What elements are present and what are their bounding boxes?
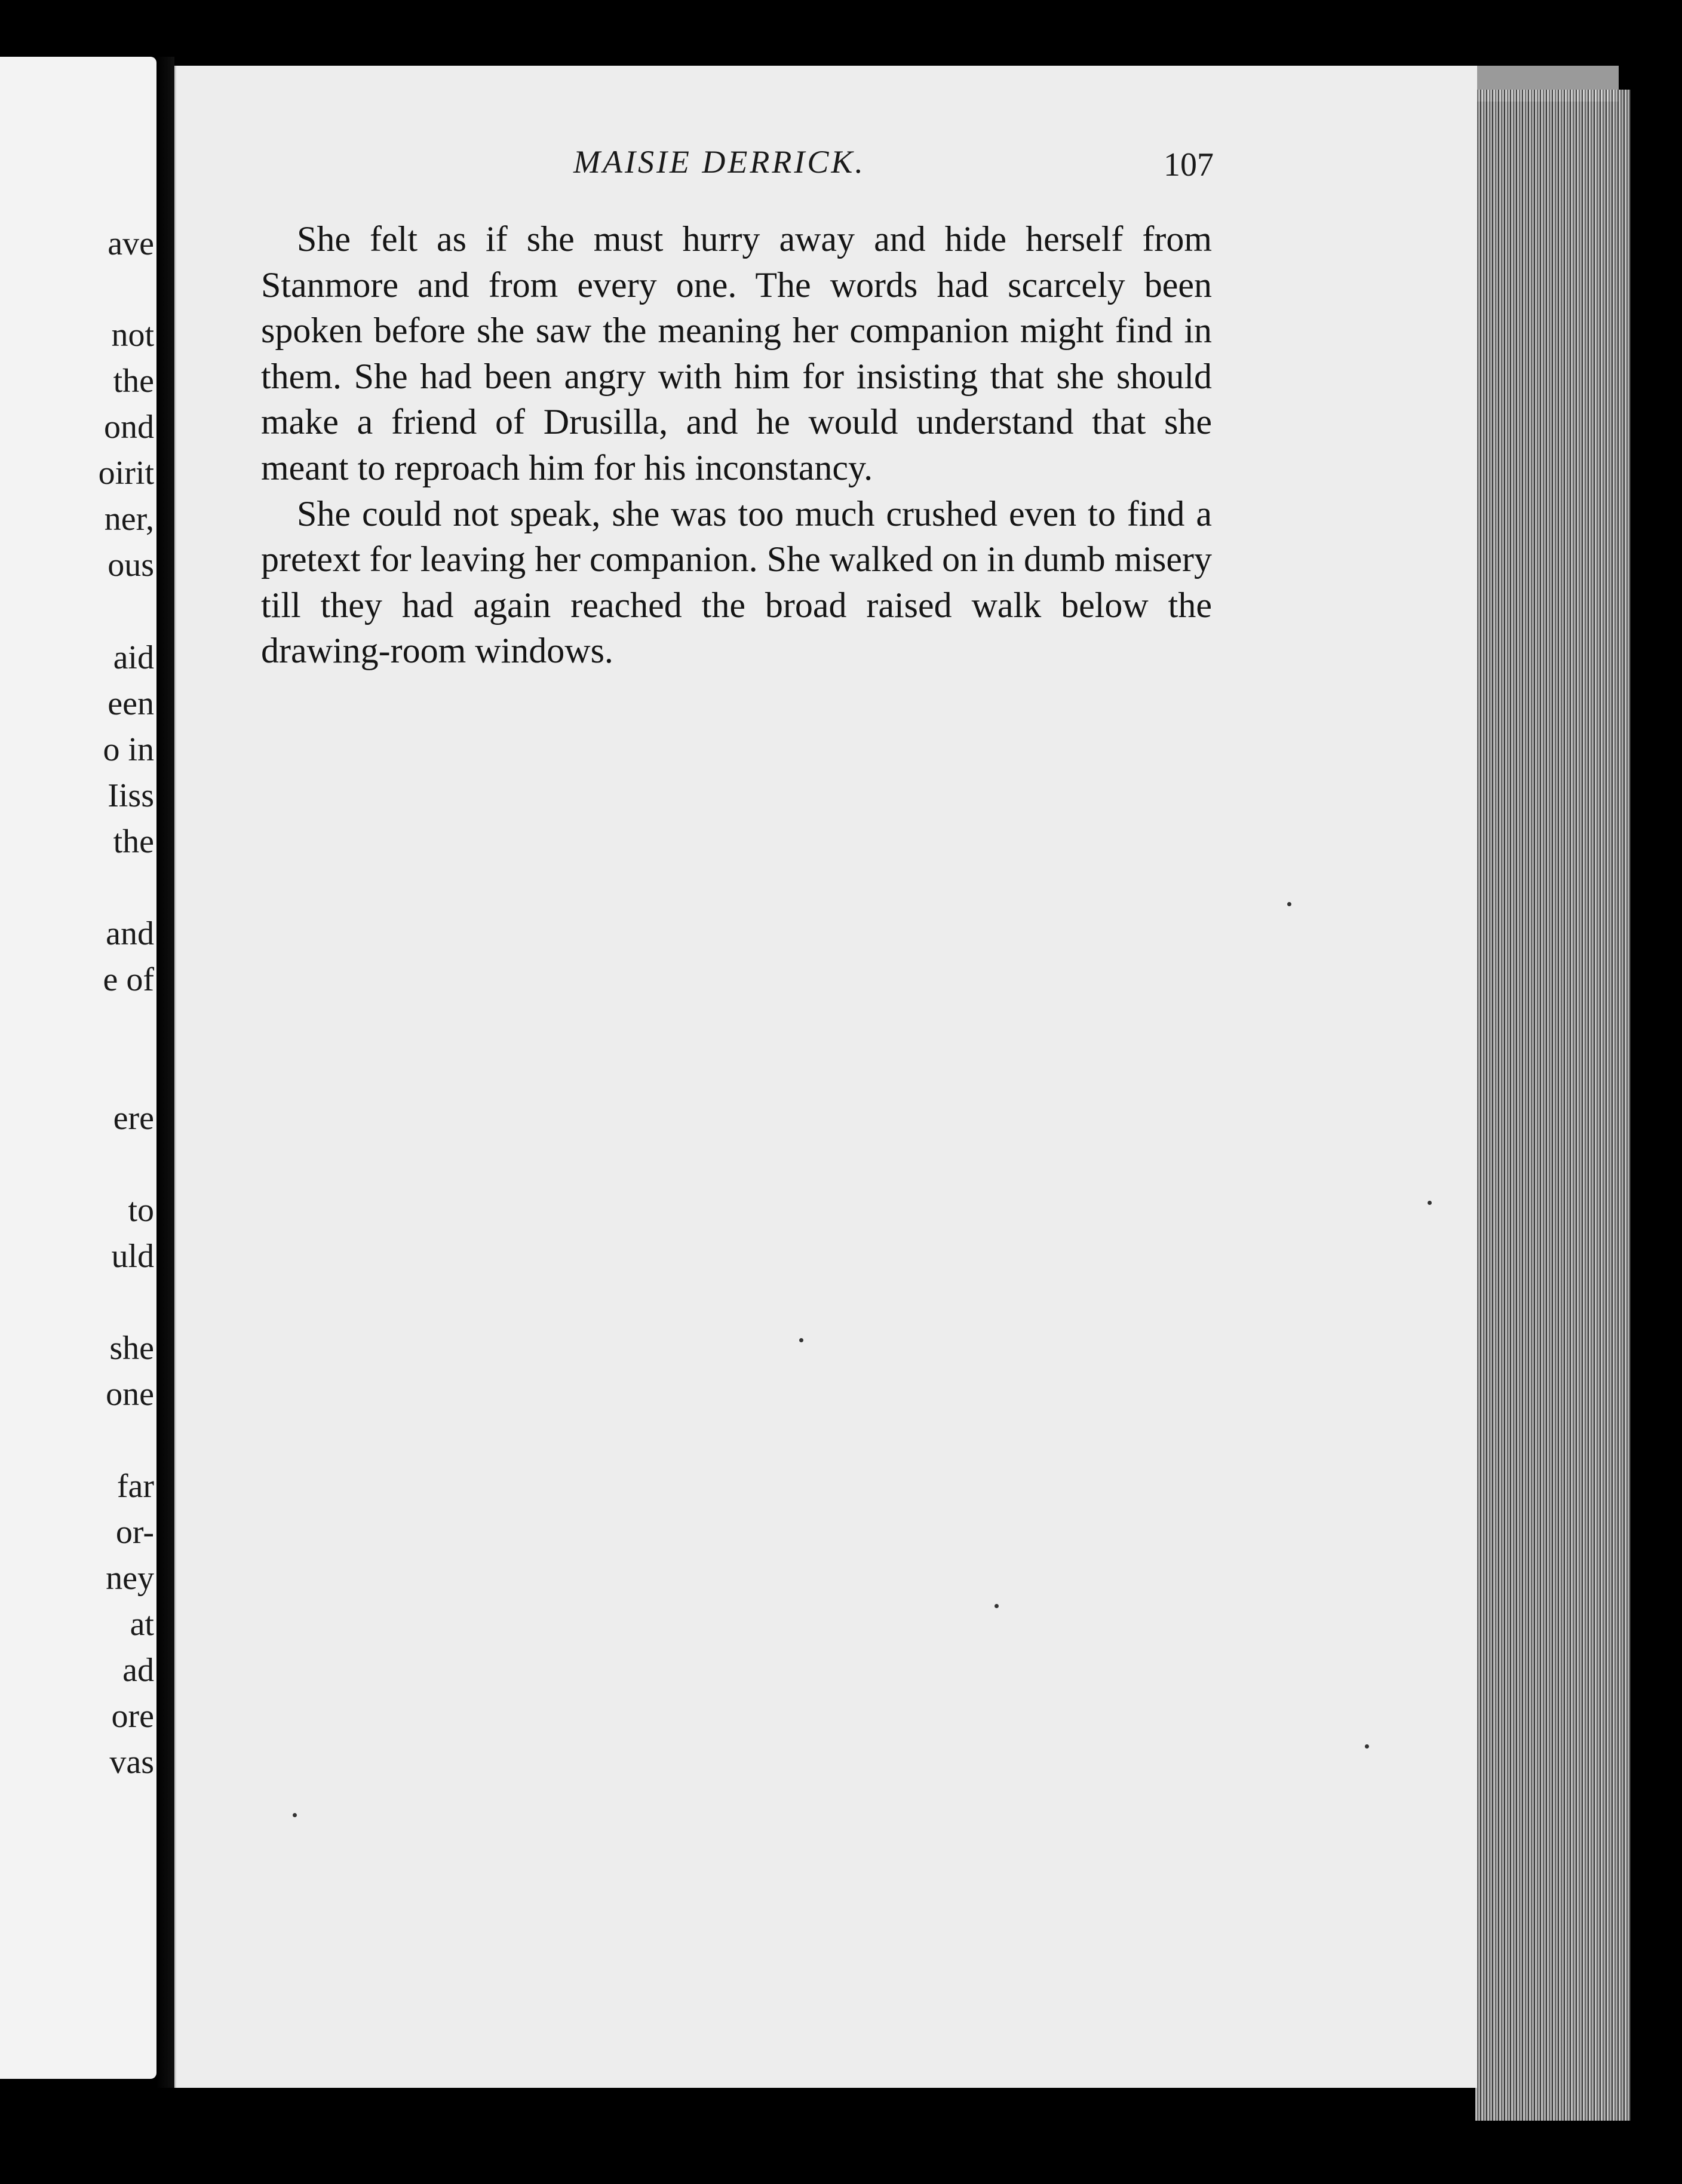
left-line-fragment: ner, (104, 501, 154, 538)
left-line-fragment: the (113, 363, 154, 400)
left-line-fragment: ond (104, 409, 154, 446)
print-speck (995, 1604, 999, 1608)
print-speck (1287, 902, 1291, 906)
left-line-fragment: uld (111, 1238, 154, 1275)
page-block-edges (1475, 90, 1631, 2121)
page-number: 107 (1164, 146, 1214, 183)
paragraph: She could not speak, she was too much crushed even to find a pretext for leaving her companion. She walked on in dumb misery till they had again reached the broad raised walk below the drawing-room windows. (261, 493, 1212, 671)
left-line-fragment: ave (108, 225, 154, 262)
print-speck (1428, 1201, 1432, 1205)
left-line-fragment: far (116, 1468, 154, 1505)
left-line-fragment: Iiss (108, 777, 154, 814)
left-line-fragment: ere (113, 1100, 154, 1137)
paragraph: She felt as if she must hurry away and hide herself from Stanmore and from every one. The words had scarcely been spoken before she saw the meaning her companion might find in them. She had been angry with him for insisting that she should make a friend of Drusilla, and he would understand that she meant to reproach him for his inconstancy. (261, 219, 1212, 487)
left-line-fragment: at (130, 1606, 154, 1643)
left-line-fragment: aid (113, 639, 154, 676)
print-speck (1365, 1744, 1369, 1749)
left-line-fragment: vas (109, 1744, 154, 1781)
left-line-fragment: ore (111, 1698, 154, 1735)
left-line-fragment: to (128, 1192, 154, 1229)
running-head: MAISIE DERRICK. (573, 144, 865, 180)
print-speck (293, 1813, 297, 1817)
book-gutter (156, 57, 174, 2088)
page-body (261, 216, 1212, 674)
left-line-fragment: e of (103, 961, 154, 998)
left-line-fragment: or- (115, 1514, 154, 1551)
left-line-fragment: een (108, 685, 154, 722)
left-line-fragment: not (111, 317, 154, 354)
left-line-fragment: oirit (98, 455, 154, 492)
left-line-fragment: ney (106, 1560, 154, 1597)
left-line-fragment: ad (122, 1652, 154, 1689)
left-line-fragment: o in (103, 731, 154, 768)
left-line-fragment: ous (108, 547, 154, 584)
left-line-fragment: she (109, 1330, 154, 1367)
left-line-fragment: one (106, 1376, 154, 1413)
previous-page-fragment (0, 57, 156, 2079)
left-line-fragment: the (113, 823, 154, 860)
print-speck (799, 1338, 803, 1342)
left-line-fragment: and (106, 915, 154, 952)
